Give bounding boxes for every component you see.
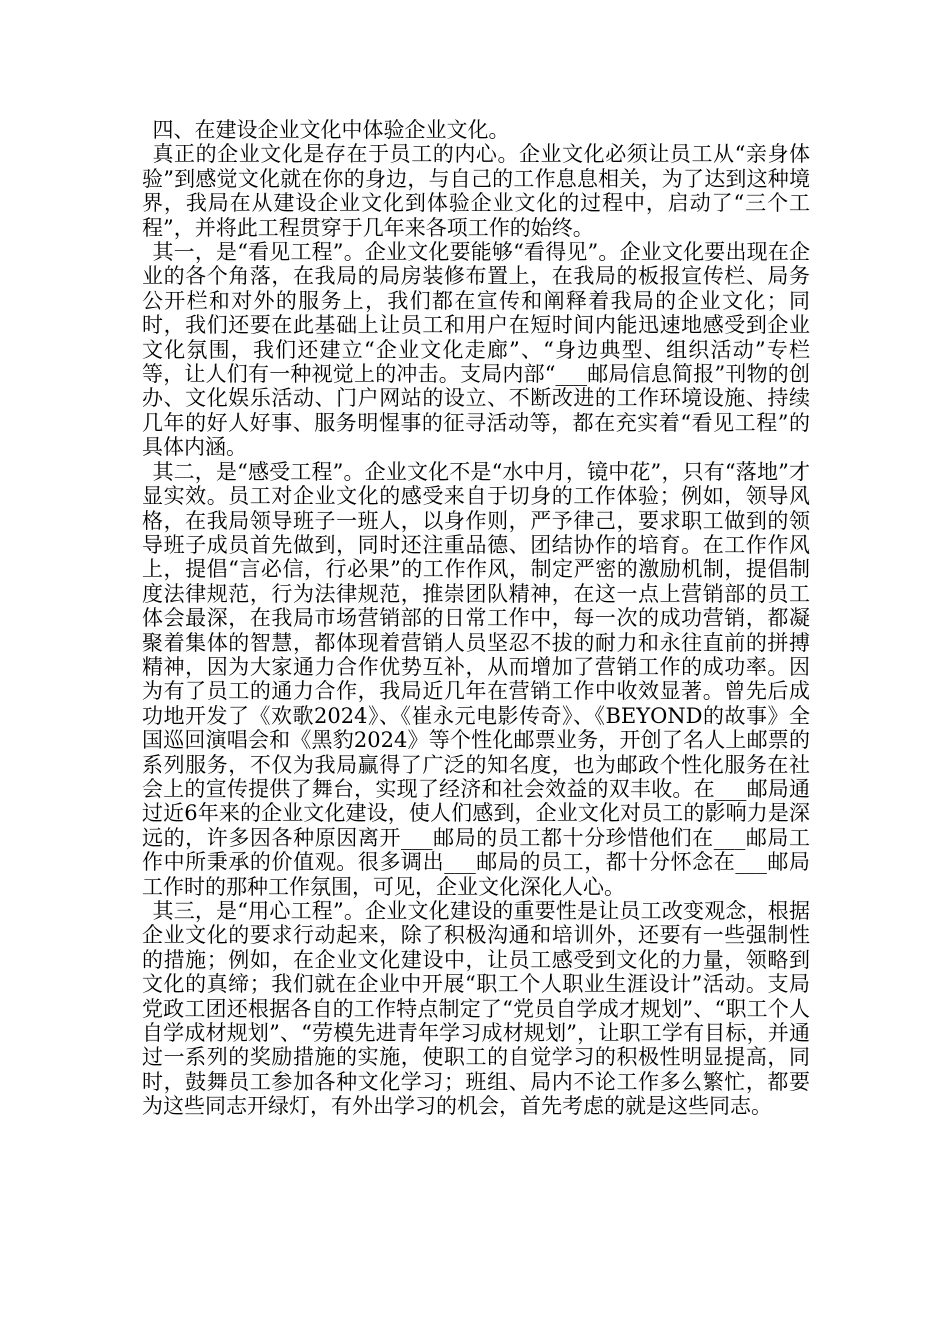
paragraph-feeling-project: 其二，是“感受工程”。企业文化不是“水中月，镜中花”，只有“落地”才显实效。员工对企业文化的感受来自于切身的工作体验；例如，领导风格，在我局领导班子一班人，以身作则，严予律己，要求职工做到的领导班子成员首先做到，同时还注重品德、团结协作的培育。在工作作风上，提倡“言必信，行必果”的工作作风，制定严密的激励机制，提倡制度法律规范，行为法律规范，推崇团队精神，在这一点上营销部的员工体会最深，在我局市场营销部的日常工作中，每一次的成功营销，都凝聚着集体的智慧，都体现着营销人员坚忍不拔的耐力和永往直前的拼搏精神，因为大家通力合作优势互补，从而增加了营销工作的成功率。因为有了员工的通力合作，我局近几年在营销工作中收效显著。曾先后成功地开发了《欢歌2024》、《崔永元电影传奇》、《BEYOND的故事》全国巡回演唱会和《黑豹2024》等个性化邮票业务，开创了名人上邮票的系列服务，不仅为我局赢得了广泛的知名度，也为邮政个性化服务在社会上的宣传提供了舞台，实现了经济和社会效益的双丰收。在___邮局通过近6年来的企业文化建设，使人们感到，企业文化对员工的影响力是深远的，许多因各种原因离开___邮局的员工都十分珍惜他们在___邮局工作中所秉承的价值观。很多调出___邮局的员工，都十分怀念在___邮局工作时的那种工作氛围，可见，企业文化深化人心。 <box>142 459 810 899</box>
section-heading: 四、在建设企业文化中体验企业文化。 <box>152 118 510 142</box>
paragraph-seeing-project: 其一，是“看见工程”。企业文化要能够“看得见”。企业文化要出现在企业的各个角落，在我局的局房装修布置上，在我局的板报宣传栏、局务公开栏和对外的服务上，我们都在宣传和阐释着我局的企业文化；同时，我们还要在此基础上让员工和用户在短时间内能迅速地感受到企业文化氛围，我们还建立“企业文化走廊”、“身边典型、组织活动”专栏等，让人们有一种视觉上的冲击。支局内部“___邮局信息简报”刊物的创办、文化娱乐活动、门户网站的设立、不断改进的工作环境设施、持续几年的好人好事、服务明惺事的征寻活动等，都在充实着“看见工程”的具体内涵。 <box>142 240 810 460</box>
paragraph-intro: 真正的企业文化是存在于员工的内心。企业文化必须让员工从“亲身体验”到感觉文化就在你的身边，与自己的工作息息相关，为了达到这种境界，我局在从建设企业文化到体验企业文化的过程中，启动了“三个工程”，并将此工程贯穿于几年来各项工作的始终。 <box>142 142 810 240</box>
paragraph-heart-project: 其三，是“用心工程”。企业文化建设的重要性是让员工改变观念，根据企业文化的要求行动起来，除了积极沟通和培训外，还要有一些强制性的措施；例如，在企业文化建设中，让员工感受到文化的力量，领略到文化的真缔；我们就在企业中开展“职工个人职业生涯设计”活动。支局党政工团还根据各自的工作特点制定了“党员自学成才规划”、“职工个人自学成材规划”、“劳模先进青年学习成材规划”，让职工学有目标，并通过一系列的奖励措施的实施，使职工的自觉学习的积极性明显提高，同时，鼓舞员工参加各种文化学习；班组、局内不论工作多么繁忙，都要为这些同志开绿灯，有外出学习的机会，首先考虑的就是这些同志。 <box>142 899 810 1119</box>
document-body <box>142 118 810 1119</box>
